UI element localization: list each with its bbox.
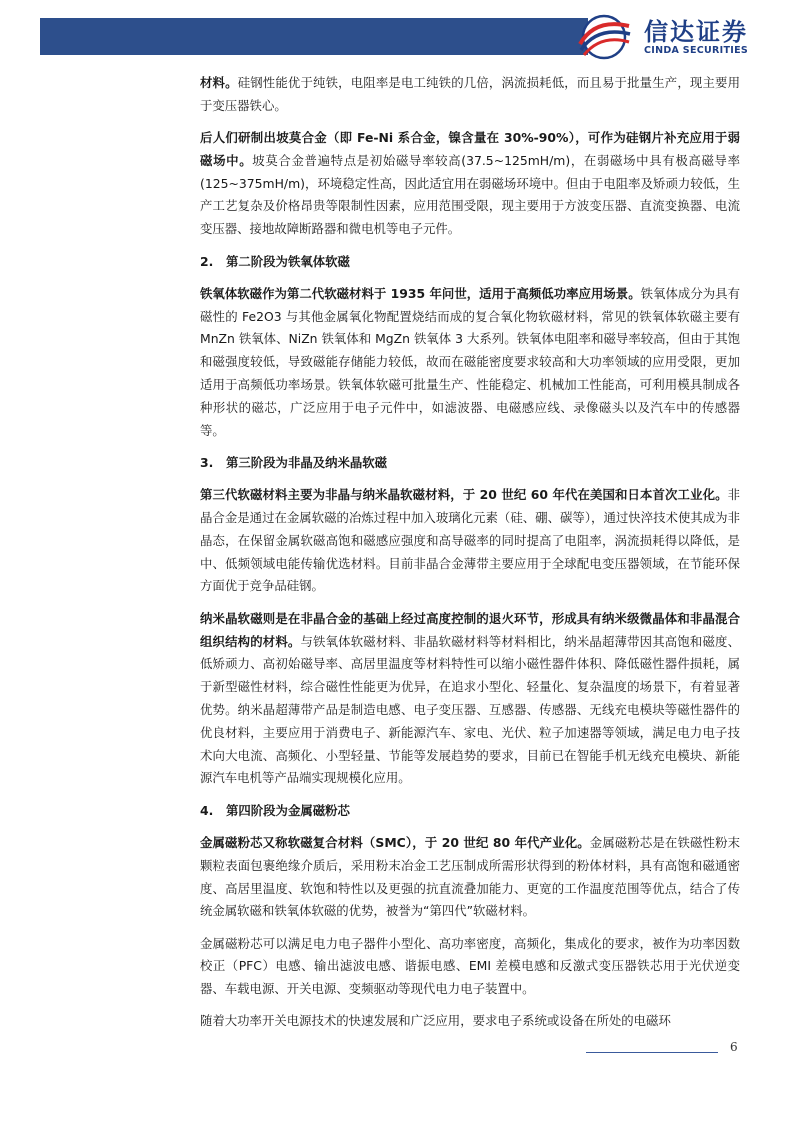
section-heading-powder-core: [200, 800, 740, 823]
paragraph-powder-core-applications: [200, 933, 740, 1001]
page-number: 6: [730, 1040, 738, 1054]
section-title: 第三阶段为非晶及纳米晶软磁: [226, 454, 388, 470]
paragraph-lead: 材料。: [200, 75, 238, 90]
paragraph-trailing: [200, 1010, 740, 1033]
paragraph-text: 铁氧体成分为具有磁性的 Fe2O3 与其他金属氧化物配置烧结而成的复合氧化物软磁材料，常见的铁氧体软磁主要有 MnZn 铁氧体、NiZn 铁氧体和 MgZn 铁氧体 3 大系列。铁氧体电阻率和磁导率较高，但由于其饱和磁强度较低，导致磁能存储能力较低，故而在磁能密度要求较高和大功率领域的应用受限，更加适用于高频低功率场景。铁氧体软磁可批量生产、性能稳定、机械加工性能高，可利用模具制成各种形状的磁芯，广泛应用于电子元件中，如滤波器、电磁感应线、录像磁头以及汽车中的传感器等。: [200, 285, 740, 438]
report-body: [200, 72, 740, 1043]
paragraph-lead: 金属磁粉芯又称软磁复合材料（SMC），于 20 世纪 80 年代产业化。: [200, 834, 590, 850]
section-title: 第四阶段为金属磁粉芯: [226, 802, 350, 818]
paragraph-text: 金属磁粉芯可以满足电力电子器件小型化、高功率密度，高频化，集成化的要求，被作为功率因数校正（PFC）电感、输出滤波电感、谐振电感、EMI 差模电感和反激式变压器铁芯用于光伏逆变器、车载电源、开关电源、变频驱动等现代电力电子装置中。: [200, 935, 740, 997]
paragraph-ferrite: [200, 283, 740, 443]
paragraph-silicon-steel: [200, 72, 740, 118]
cinda-logo-icon: [575, 14, 633, 60]
paragraph-text: 非晶合金是通过在金属软磁的冶炼过程中加入玻璃化元素（硅、硼、碳等），通过快淬技术使其成为非晶态，在保留金属软磁高饱和磁感应强度和高导磁率的同时提高了电阻率，涡流损耗得以降低，是中、低频领域电能传输优选材料。目前非晶合金薄带主要应用于全球配电变压器领域，在节能环保方面优于竞争品硅钢。: [200, 487, 740, 594]
paragraph-text: 随着大功率开关电源技术的快速发展和广泛应用，要求电子系统或设备在所处的电磁环: [200, 1013, 671, 1029]
section-number: 3.: [200, 454, 214, 470]
paragraph-permalloy: [200, 127, 740, 241]
paragraph-text: 与铁氧体软磁材料、非晶软磁材料等材料相比，纳米晶超薄带因其高饱和磁度、低矫顽力、高初始磁导率、高居里温度等材料特性可以缩小磁性器件体积、降低磁性器件损耗，属于新型磁性材料，综合磁性性能更为优异，在追求小型化、轻量化、复杂温度的场景下，有着显著优势。纳米晶超薄带产品是制造电感、电子变压器、互感器、传感器、无线充电模块等磁性器件的优良材料，主要应用于消费电子、新能源汽车、家电、光伏、粒子加速器等领域，满足电力电子技术向大电流、高频化、小型轻量、节能等发展趋势的要求，目前已在智能手机无线充电模块、新能源汽车电机等产品端实现规模化应用。: [200, 633, 741, 786]
paragraph-text: 金属磁粉芯是在铁磁性粉末颗粒表面包裹绝缘介质后，采用粉末冶金工艺压制成所需形状得到的粉体材料，具有高饱和磁通密度、高居里温度、软饱和特性以及更强的抗直流叠加能力、更宽的工作温度范围等优点，结合了传统金属软磁和铁氧体软磁的优势，被誉为“第四代”软磁材料。: [200, 834, 741, 919]
section-number: 4.: [200, 802, 214, 818]
logo-english-name: CINDA SECURITIES: [644, 45, 749, 56]
header-bar: [40, 18, 588, 55]
section-heading-amorphous: [200, 452, 740, 475]
section-title: 第二阶段为铁氧体软磁: [226, 253, 350, 269]
logo-chinese-name: 信达证券: [644, 18, 748, 46]
footer-rule: [586, 1052, 718, 1053]
paragraph-nanocrystalline: [200, 608, 740, 790]
paragraph-lead: 后人们研制出坡莫合金（即 Fe-Ni 系合金，镍含量在 30%-90%），可作为硅钢片补充应用于弱磁场中。: [200, 130, 740, 168]
paragraph-amorphous: [200, 484, 740, 598]
paragraph-smc: [200, 832, 740, 923]
section-heading-ferrite: [200, 251, 740, 274]
paragraph-text: 硅钢性能优于纯铁，电阻率是电工纯铁的几倍，涡流损耗低，而且易于批量生产，现主要用于变压器铁心。: [200, 75, 741, 113]
paragraph-lead: 第三代软磁材料主要为非晶与纳米晶软磁材料，于 20 世纪 60 年代在美国和日本首次工业化。: [200, 487, 728, 503]
paragraph-lead: 铁氧体软磁作为第二代软磁材料于 1935 年问世，适用于高频低功率应用场景。: [200, 285, 641, 301]
section-number: 2.: [200, 253, 214, 269]
paragraph-text: 坡莫合金普遍特点是初始磁导率较高(37.5~125mH/m)，在弱磁场中具有极高磁导率(125~375mH/m)，环境稳定性高，因此适宜用在弱磁场环境中。但由于电阻率及矫顽力较低，生产工艺复杂及价格昂贵等限制性因素，应用范围受限，现主要用于方波变压器、直流变换器、电流变压器、接地故障断路器和微电机等电子元件。: [200, 152, 741, 237]
paragraph-lead: 纳米晶软磁则是在非晶合金的基础上经过高度控制的退火环节，形成具有纳米级微晶体和非晶混合组织结构的材料。: [200, 610, 740, 649]
